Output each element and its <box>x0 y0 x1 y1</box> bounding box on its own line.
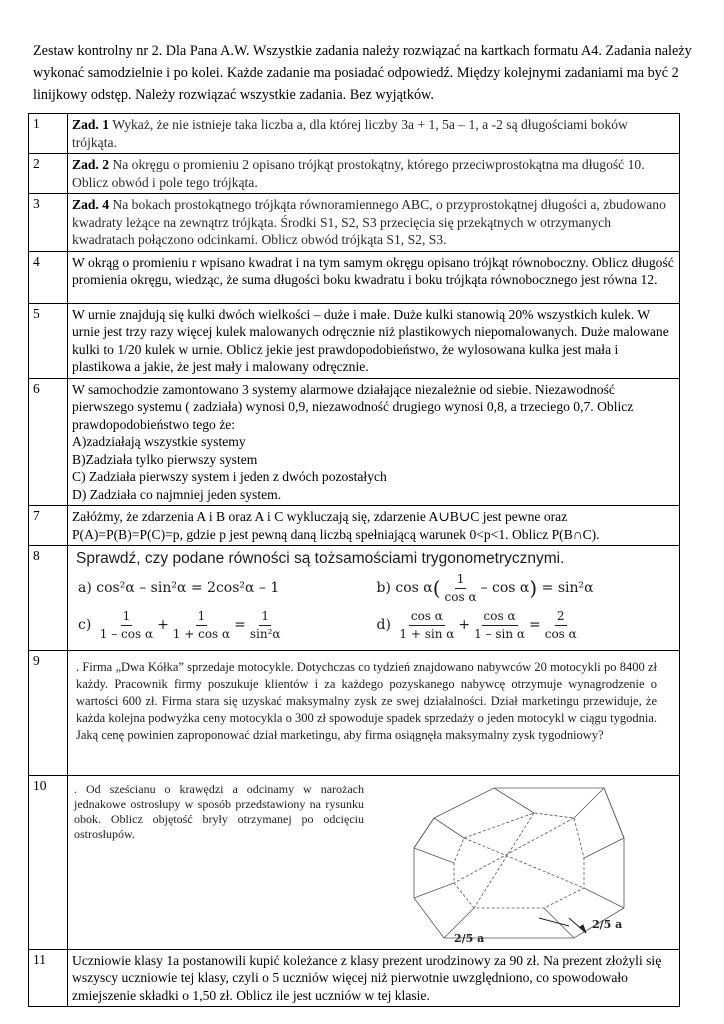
task-text: W urnie znajdują się kulki dwóch wielkości – duże i małe. Duże kulki stanowią 20% wszystkich kulek. W urnie jest trzy razy więcej kulek malowanych odręcznie niż plastikowych niepomalowanych. Duże malowane kulki to 1/20 kulek w urnie. Oblicz jekie jest prawdopodobieństwo, że wylosowana kulka jest mała i plastikowa a jakie, że jest mały i malowany odręcznie. <box>68 303 680 378</box>
task-9-content <box>68 650 680 775</box>
trig-row-ab <box>78 571 675 604</box>
fraction <box>472 608 527 644</box>
task-number: 4 <box>29 251 68 303</box>
identity-b-minus: – cos α <box>480 579 530 596</box>
task-text: Na okręgu o promieniu 2 opisano trójkąt prostokątny, którego przeciwprostokątna ma długość 10. Oblicz obwód i pole tego trójkąta. <box>72 157 645 190</box>
task-1-content <box>68 114 680 154</box>
option-a: A)zadziałają wszystkie systemy <box>72 434 246 449</box>
trig-title: Sprawdź, czy podane równości są tożsamościami trygonometrycznymi. <box>76 550 565 567</box>
task-number: 9 <box>29 650 68 775</box>
task-text: W samochodzie zamontowano 3 systemy alarmowe działające niezależnie od siebie. Niezawodność pierwszego systemu ( zadziała) wynosi 0,9, niezawodność drugiego wynosi 0,8, a trzeciego 0,7. Oblicz prawdopodobieństwo tego że: <box>72 381 634 432</box>
task-row-4 <box>29 251 680 303</box>
task-row-6 <box>29 378 680 506</box>
task-number: 7 <box>29 506 68 546</box>
option-c: C) Zadziała pierwszy system i jeden z dwóch pozostałych <box>72 469 387 484</box>
identity-b: b) cos α ( $\frac{1}{\text{cos α}}$ – cos α ) = sin²α <box>377 571 676 607</box>
task-row-2 <box>29 154 680 194</box>
task-text: Załóżmy, że zdarzenia A i B oraz A i C wykluczają się, zdarzenie A∪B∪C jest pewne oraz P(A)=P(B)=P(C)=p, gdzie p jest pewną daną liczbą spełniającą warunek 0<p<1. Oblicz P(B∩C). <box>68 506 680 546</box>
denominator: cos α <box>444 590 477 604</box>
task-10-content <box>68 775 680 949</box>
task-row-8 <box>29 546 680 651</box>
identity-b-left: b) cos α <box>376 579 433 596</box>
denominator: 1 + cos α <box>172 627 231 641</box>
option-d: D) Zadziała co najmniej jeden system. <box>72 486 282 502</box>
fraction <box>248 608 283 644</box>
tasks-table <box>28 113 680 1007</box>
truncated-cube-figure <box>374 778 674 944</box>
task-text: Na bokach prostokątnego trójkąta równoramiennego ABC, o przyprostokątnej długości a, zbudowano kwadraty leżące na zewnątrz trójkąta. Środki S1, S2, S3 przecięcia się przekątnych w otrzymanych kwadratach połączono odcinkami. Oblicz obwód trójkąta S1, S2, S3. <box>72 197 666 247</box>
intro-instructions: Zestaw kontrolny nr 2. Dla Pana A.W. Wszystkie zadania należy rozwiązać na kartkach formatu A4. Zadania należy wykonać samodzielnie i po kolei. Każde zadanie ma posiadać odpowiedź. Między kolejnymi zadaniami ma być 2 linijkowy odstęp. Należy rozwiązać wszystkie zadania. Bez wyjątków. <box>33 43 692 103</box>
fraction <box>98 608 155 644</box>
task-row-5 <box>29 303 680 378</box>
edge-label-bottom: 2/5 a <box>454 931 485 944</box>
numerator: 1 <box>121 608 133 627</box>
numerator: 2 <box>555 608 567 627</box>
identity-c-label: c) <box>78 616 92 633</box>
task-6-content <box>68 378 680 506</box>
numerator: 1 <box>196 608 208 627</box>
task-number: 6 <box>29 378 68 506</box>
task-heading: Zad. 1 <box>72 117 110 132</box>
task-text: . Firma „Dwa Kółka” sprzedaje motocykle. Dotychczas co tydzień znajdowano nabywców 20 motocykli po 8400 zł każdy. Pracownik firmy poszukuje klientów i za każdego pozyskanego nabywcę otrzymuje wynagrodzenie o wartości 600 zł. Firma stara się uzyskać maksymalny zysk ze swej działalności. Dział marketingu przewiduje, że każda kolejna podwyżka ceny motocykla o 300 zł spowoduje spadek sprzedaży o jeden motocykl w ciągu tygodnia. Jaką cenę powinien zaproponować dział marketingu, aby firma osiągnęła maksymalny zysk tygodniowy? <box>76 659 657 742</box>
task-row-9 <box>29 650 680 775</box>
task-3-content <box>68 194 680 252</box>
task-number: 2 <box>29 154 68 194</box>
task-row-1 <box>29 114 680 154</box>
task-text: . Od sześcianu o krawędzi a odcinamy w narożach jednakowe ostrosłupy w sposób przedstawiony na rysunku obok. Oblicz objętość bryły otrzymanej po odcięciu ostrosłupów. <box>74 781 364 841</box>
numerator: 1 <box>455 571 467 590</box>
task-number: 11 <box>29 949 68 1007</box>
fraction <box>543 608 579 644</box>
task-row-11 <box>29 949 680 1007</box>
denominator: cos α <box>544 627 577 641</box>
task-number: 8 <box>29 546 68 651</box>
edge-label-right: 2/5 a <box>592 917 623 931</box>
task-number: 1 <box>29 114 68 154</box>
identity-b-fraction <box>443 571 479 607</box>
denominator: 1 – cos α <box>99 627 154 641</box>
denominator: 1 – sin α <box>474 627 525 641</box>
task-text: Wykaż, że nie istnieje taka liczba a, dla której liczby 3a + 1, 5a – 1, a -2 są długościami boków trójkąta. <box>72 117 628 150</box>
denominator: 1 + sin α <box>399 627 455 641</box>
numerator: cos α <box>482 608 518 627</box>
trig-row-cd <box>78 604 675 648</box>
task-text: W okrąg o promieniu r wpisano kwadrat i na tym samym okręgu opisano trójkąt równoboczny. Oblicz długość promienia okręgu, wiedząc, że suma długości boku kwadratu i boku trójkąta równobocznego jest równa 12. <box>68 251 680 303</box>
identity-c: c) $\frac{1}{\text{1 – cos α}}$ + $\frac{1}{\text{1 + cos α}}$ = $\frac{1}{\text{sin²α}}$ <box>78 608 377 644</box>
task-text: Uczniowie klasy 1a postanowili kupić koleżance z klasy prezent urodzinowy za 90 zł. Na prezent złożyli się wszyscy uczniowie tej klasy, czyli o 5 uczniów więcej niż pierwotnie uwzględniono, co spowodowało zmiejszenie składki o 1,50 zł. Oblicz ile jest uczniów w tej klasie. <box>68 949 680 1007</box>
task-8-content <box>68 546 680 651</box>
task-heading: Zad. 4 <box>72 197 110 212</box>
denominator: sin²α <box>249 627 281 641</box>
identity-d: d) $\frac{\text{cos α}}{\text{1 + sin α}}$ + $\frac{\text{cos α}}{\text{1 – sin α}}$ = $\frac{2}{\text{cos α}}$ <box>377 608 676 644</box>
task-row-10 <box>29 775 680 949</box>
task-number: 5 <box>29 303 68 378</box>
identity-b-right: = sin²α <box>541 579 594 596</box>
numerator: 1 <box>259 608 271 627</box>
identity-d-label: d) <box>376 616 391 633</box>
task-number: 10 <box>29 775 68 949</box>
fraction <box>171 608 232 644</box>
task-2-content <box>68 154 680 194</box>
task-row-3 <box>29 194 680 252</box>
task-row-7 <box>29 506 680 546</box>
task-heading: Zad. 2 <box>72 157 110 172</box>
option-b: B)Zadziała tylko pierwszy system <box>72 451 258 467</box>
task-number: 3 <box>29 194 68 252</box>
identity-a: a) cos²α – sin²α = 2cos²α – 1 <box>78 579 280 596</box>
cube-task-wrap <box>72 778 675 944</box>
numerator: cos α <box>409 608 445 627</box>
fraction <box>397 608 456 644</box>
